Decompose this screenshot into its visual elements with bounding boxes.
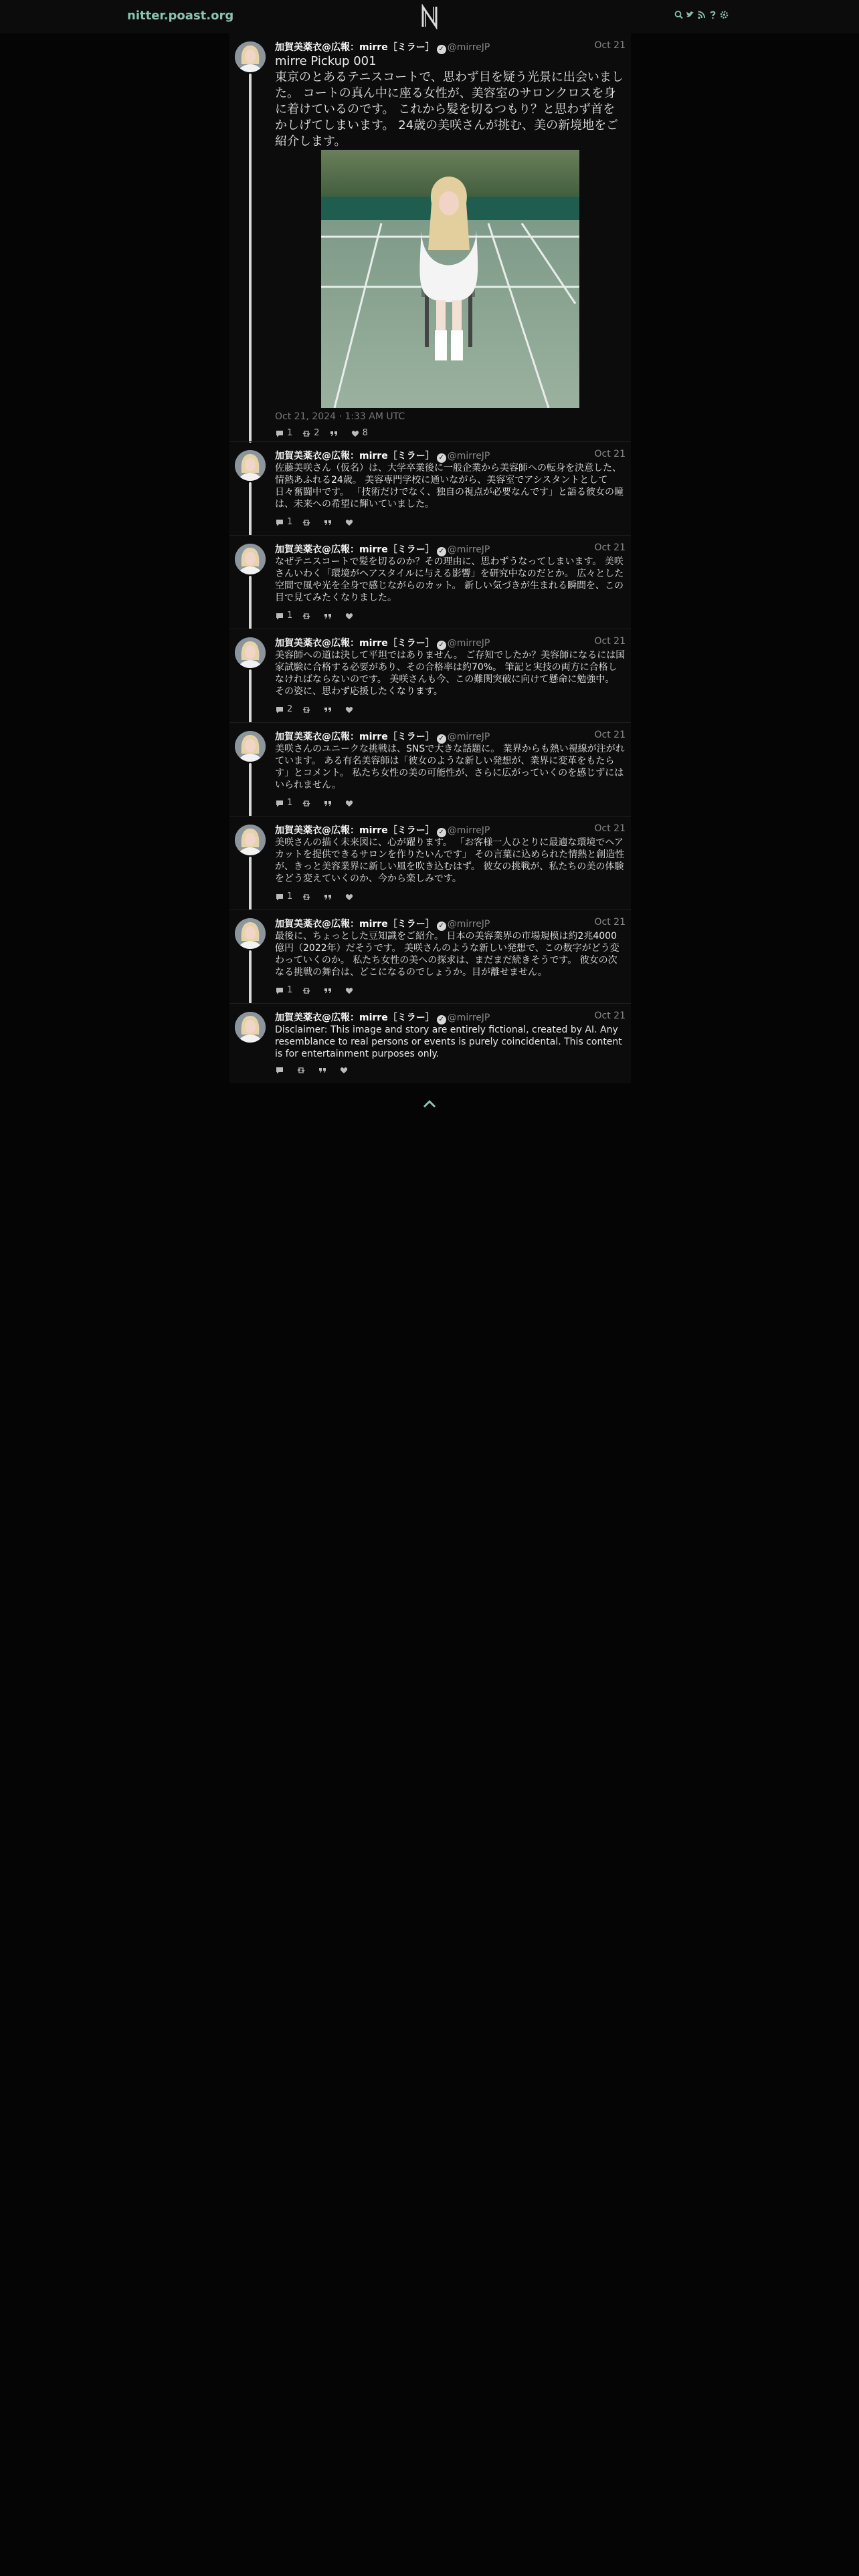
username[interactable]: @mirreJP [447, 544, 490, 555]
avatar[interactable] [235, 918, 266, 949]
quote-icon [323, 986, 332, 995]
avatar[interactable] [235, 450, 266, 481]
retweet-stat[interactable] [302, 892, 314, 901]
username[interactable]: @mirreJP [447, 732, 490, 742]
retweet-icon [302, 798, 311, 808]
rss-icon[interactable] [697, 9, 706, 20]
quote-stat[interactable] [323, 892, 335, 901]
avatar[interactable] [235, 1012, 266, 1043]
tweet-text: 佐藤美咲さん（仮名）は、大学卒業後に一般企業から美容師への転身を決意した、情熱あふれる24歳。 美容専門学校に通いながら、美容室でアシスタントとして日々奮闘中です。 「技術だけでなく、独自の視点が必要なんです」と語る彼女の瞳は、未来への希望に輝いていました。 [275, 463, 624, 510]
retweet-stat[interactable] [302, 705, 314, 714]
comment-icon [275, 986, 284, 995]
tweet[interactable] [229, 817, 631, 909]
tweet-date[interactable]: Oct 21 [594, 1010, 626, 1021]
tweet[interactable] [229, 1004, 631, 1083]
heart-icon [345, 798, 354, 808]
retweet-icon [302, 986, 311, 995]
comment-icon [275, 518, 284, 527]
like-stat[interactable] [345, 705, 357, 714]
tweet[interactable] [229, 723, 631, 816]
reply-stat[interactable]: 1 [275, 517, 292, 527]
comment-icon [275, 429, 284, 438]
reply-stat[interactable]: 1 [275, 611, 292, 621]
like-stat[interactable] [345, 892, 357, 901]
quote-stat[interactable] [323, 986, 335, 995]
tweet-text: 美咲さんの描く未来図に、心が躍ります。 「お客様一人ひとりに最適な環境でヘアカットを提供できるサロンを作りたいんです」 その言葉に込められた情熱と創造性が、きっと美容業界に新しい風を吹き込むはず。 彼女の挑戦が、私たちの美の体験をどう変えていくのか、今から楽しみです。 [275, 837, 625, 884]
tweet-header [275, 449, 626, 462]
tweet-date[interactable]: Oct 21 [594, 730, 626, 740]
tweet-stats [275, 611, 357, 621]
reply-stat[interactable] [275, 1065, 287, 1075]
like-stat[interactable] [345, 798, 357, 808]
thread-line [249, 857, 252, 910]
fullname[interactable]: 加賀美薬衣@広報：mirre［ミラー］ [275, 1012, 435, 1023]
site-brand-link[interactable]: nitter.poast.org [127, 9, 234, 23]
verified-icon: ✓ [437, 45, 446, 54]
quote-stat[interactable] [318, 1065, 330, 1075]
retweet-stat[interactable] [302, 518, 314, 527]
heart-icon [345, 611, 354, 621]
comment-icon [275, 892, 284, 901]
comment-icon [275, 798, 284, 808]
avatar[interactable] [235, 41, 266, 72]
tweet-date[interactable]: Oct 21 [594, 449, 626, 459]
tweet-stats [275, 704, 357, 714]
username[interactable]: @mirreJP [447, 1012, 490, 1023]
comment-icon [275, 705, 284, 714]
retweet-icon [296, 1065, 306, 1075]
quote-icon [323, 611, 332, 621]
retweet-stat[interactable] [296, 1065, 308, 1075]
quote-stat[interactable] [323, 518, 335, 527]
verified-icon: ✓ [437, 641, 446, 650]
fullname[interactable]: 加賀美薬衣@広報：mirre［ミラー］ [275, 451, 435, 461]
fullname[interactable]: 加賀美薬衣@広報：mirre［ミラー］ [275, 42, 435, 53]
tweet-header [275, 542, 626, 556]
published-date[interactable]: Oct 21, 2024 · 1:33 AM UTC [275, 411, 405, 422]
back-to-top-icon[interactable] [423, 1100, 436, 1108]
like-stat[interactable]: 8 [351, 428, 368, 438]
navbar [0, 0, 859, 33]
fullname[interactable]: 加賀美薬衣@広報：mirre［ミラー］ [275, 732, 435, 742]
like-stat[interactable] [339, 1065, 351, 1075]
thread-line [249, 74, 252, 443]
tweet-date[interactable]: Oct 21 [594, 636, 626, 647]
like-stat[interactable] [345, 986, 357, 995]
tweet-text: 東京のとあるテニスコートで、思わず目を疑う光景に出会いました。 コートの真ん中に座る女性が、美容室のサロンクロスを身に着けているのです。 これから髪を切るつもり？と思わず首をかしげてしまいます。 24歳の美咲さんが挑む、美の新境地をご紹介します。 [275, 70, 624, 148]
retweet-icon [302, 429, 311, 438]
thread-line [249, 669, 252, 723]
fullname[interactable]: 加賀美薬衣@広報：mirre［ミラー］ [275, 638, 435, 649]
twitter-icon[interactable] [686, 9, 694, 20]
search-icon[interactable] [674, 9, 683, 20]
quote-stat[interactable] [323, 705, 335, 714]
quote-stat[interactable] [323, 611, 335, 621]
tweet-date[interactable]: Oct 21 [594, 917, 626, 928]
retweet-stat[interactable] [302, 798, 314, 808]
heart-icon [345, 705, 354, 714]
tweet-content [275, 53, 626, 150]
quote-stat[interactable] [323, 798, 335, 808]
username[interactable]: @mirreJP [447, 451, 490, 461]
thread-line [249, 950, 252, 1004]
tweet[interactable] [229, 442, 631, 535]
retweet-stat[interactable] [302, 986, 314, 995]
tweet-header [275, 730, 626, 743]
tweet-text: 美咲さんのユニークな挑戦は、SNSで大きな話題に。 業界からも熱い視線が注がれています。 ある有名美容師は「彼女のような新しい発想が、業界に変革をもたらす」とコメント。 私たち女性の美の可能性が、さらに広がっていくのを感じずにはいられません。 [275, 744, 625, 790]
heart-icon [345, 892, 354, 901]
retweet-icon [302, 611, 311, 621]
reply-stat[interactable]: 1 [275, 985, 292, 995]
quote-icon [329, 429, 339, 438]
tweet-stats [275, 985, 357, 995]
tweet[interactable] [229, 629, 631, 722]
retweet-icon [302, 518, 311, 527]
nitter-logo-icon[interactable] [420, 4, 439, 29]
thread-line [249, 763, 252, 817]
tweet-date[interactable]: Oct 21 [594, 40, 626, 51]
reply-stat[interactable]: 1 [275, 428, 292, 438]
tweet-stats [275, 1065, 351, 1075]
tweet-header [275, 823, 626, 837]
retweet-stat[interactable] [302, 611, 314, 621]
fullname[interactable]: 加賀美薬衣@広報：mirre［ミラー］ [275, 544, 435, 555]
tweet-stats [275, 428, 368, 438]
username[interactable]: @mirreJP [447, 919, 490, 930]
tweet-header [275, 1010, 626, 1024]
tweet-stats [275, 517, 357, 527]
quote-icon [323, 518, 332, 527]
tweet-text: 美容師への道は決して平坦ではありません。 ご存知でしたか？美容師になるには国家試験に合格する必要があり、その合格率は約70%。 筆記と実技の両方に合格しなければならないのです。 美咲さんも今、この難関突破に向けて懸命に勉強中。 その姿に、思わず応援したくなります。 [275, 650, 626, 697]
tweet-date[interactable]: Oct 21 [594, 542, 626, 553]
verified-icon: ✓ [437, 734, 446, 744]
avatar[interactable] [235, 731, 266, 762]
tweet-title: mirre Pickup 001 [275, 54, 377, 68]
avatar[interactable] [235, 544, 266, 574]
username[interactable]: @mirreJP [447, 825, 490, 836]
tweet-text: なぜテニスコートで髪を切るのか？その理由に、思わずうなってしまいます。 美咲さんいわく「環境がヘアスタイルに与える影響」を研究中なのだとか。 広々とした空間で風や光を全身で感じながらのカット。 新しい気づきが生まれる瞬間を、この目で見てみたくなりました。 [275, 556, 624, 603]
username[interactable]: @mirreJP [447, 638, 490, 649]
verified-icon: ✓ [437, 547, 446, 556]
verified-icon: ✓ [437, 922, 446, 931]
retweet-stat[interactable]: 2 [302, 428, 319, 438]
thread-line [249, 482, 252, 536]
quote-icon [323, 892, 332, 901]
tweet-date[interactable]: Oct 21 [594, 823, 626, 834]
tweet[interactable] [229, 33, 631, 441]
quote-icon [318, 1065, 327, 1075]
tweet-header [275, 636, 626, 649]
avatar[interactable] [235, 637, 266, 668]
comment-icon [275, 1065, 284, 1075]
thread-timeline [229, 33, 631, 1083]
verified-icon: ✓ [437, 828, 446, 837]
reply-stat[interactable]: 1 [275, 891, 292, 901]
fullname[interactable]: 加賀美薬衣@広報：mirre［ミラー］ [275, 825, 435, 836]
quote-icon [323, 705, 332, 714]
tweet-text: 最後に、ちょっとした豆知識をご紹介。 日本の美容業界の市場規模は約2兆4000億円（2022年）だそうです。 美咲さんのような新しい発想で、この数字がどう変わっていくのか。 私たち女性の美への探求は、まだまだ続きそうです。 彼女の次なる挑戦の舞台は、どこになるのでしょうか。目が離せません。 [275, 931, 619, 978]
reply-stat[interactable]: 2 [275, 704, 292, 714]
username[interactable]: @mirreJP [447, 42, 490, 53]
tweet-stats [275, 891, 357, 901]
tweet[interactable] [229, 910, 631, 1003]
tweet[interactable] [229, 536, 631, 629]
quote-stat[interactable] [329, 429, 341, 438]
like-stat[interactable] [345, 518, 357, 527]
help-icon[interactable] [708, 9, 717, 20]
nav-icons [674, 9, 729, 20]
tweet-header [275, 917, 626, 930]
heart-icon [351, 429, 360, 438]
heart-icon [339, 1065, 349, 1075]
comment-icon [275, 611, 284, 621]
heart-icon [345, 518, 354, 527]
tweet-text: Disclaimer: This image and story are entirely fictional, created by AI. Any resemblance to real persons or events is purely coincidental. This content is for entertainment purposes only. [275, 1025, 622, 1059]
heart-icon [345, 986, 354, 995]
fullname[interactable]: 加賀美薬衣@広報：mirre［ミラー］ [275, 919, 435, 930]
retweet-icon [302, 892, 311, 901]
like-stat[interactable] [345, 611, 357, 621]
tweet-photo[interactable] [321, 150, 579, 408]
retweet-icon [302, 705, 311, 714]
settings-icon[interactable] [720, 9, 729, 20]
verified-icon: ✓ [437, 453, 446, 463]
verified-icon: ✓ [437, 1015, 446, 1025]
tweet-stats [275, 798, 357, 808]
quote-icon [323, 798, 332, 808]
thread-line [249, 576, 252, 629]
tweet-header [275, 40, 626, 53]
avatar[interactable] [235, 825, 266, 855]
reply-stat[interactable]: 1 [275, 798, 292, 808]
